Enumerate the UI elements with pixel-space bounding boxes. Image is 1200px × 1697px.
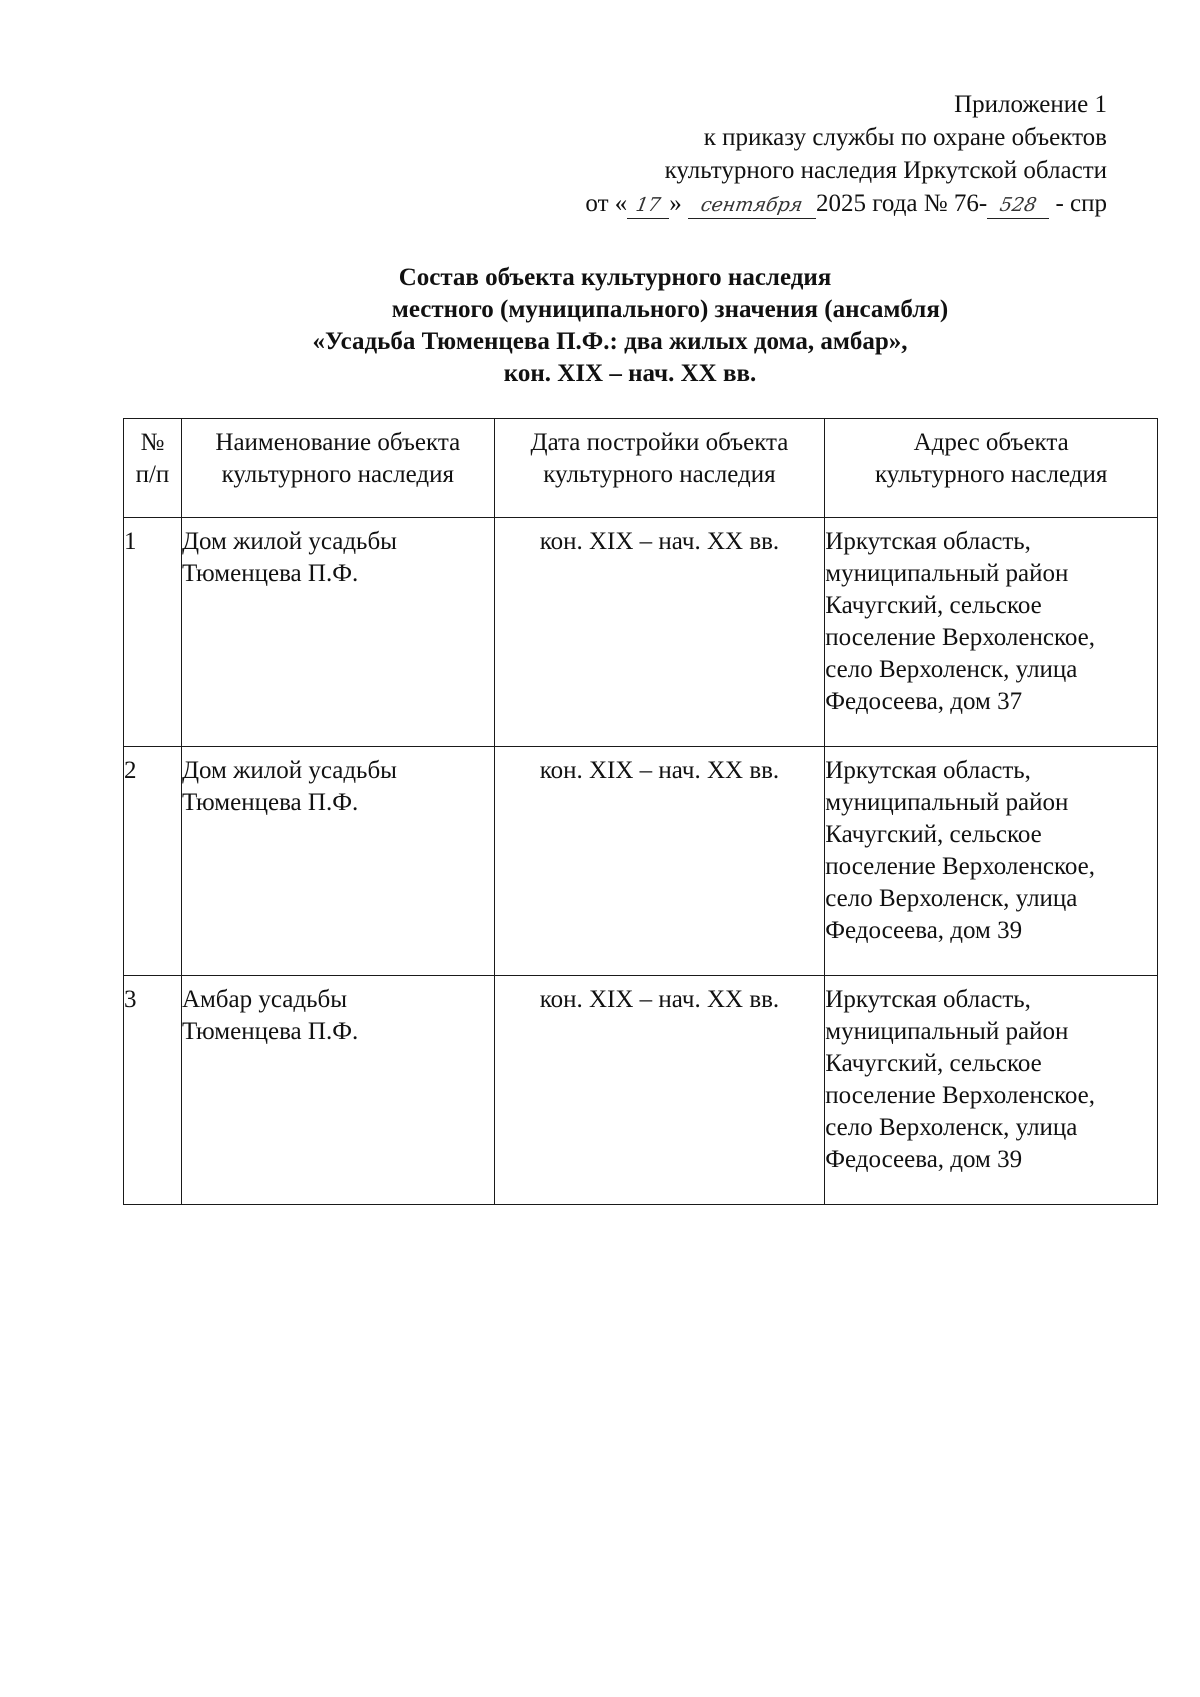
- handwritten-day: 17: [627, 189, 669, 222]
- appendix-header: [585, 88, 1107, 222]
- date-prefix: от «: [585, 190, 628, 217]
- handwritten-month: сентября: [688, 189, 816, 222]
- title-line-3: «Усадьба Тюменцева П.Ф.: два жилых дома, амбар»,: [312, 328, 908, 355]
- cell-address: Иркутская область, муниципальный район Качугский, сельское поселение Верхоленское, село Верхоленск, улица Федосеева, дом 39: [825, 976, 1158, 1205]
- header-construction-date: Дата постройки объекта культурного наследия: [494, 419, 825, 518]
- cell-number: 3: [124, 976, 182, 1205]
- cell-object-name: Амбар усадьбы Тюменцева П.Ф.: [181, 976, 494, 1205]
- document-title: [0, 262, 1200, 390]
- header-number: № п/п: [124, 419, 182, 518]
- cell-construction-date: кон. XIX – нач. XX вв.: [494, 518, 825, 747]
- appendix-label: Приложение 1: [954, 91, 1107, 118]
- cell-number: 2: [124, 747, 182, 976]
- heritage-objects-table: [123, 418, 1158, 1205]
- cell-object-name: Дом жилой усадьбы Тюменцева П.Ф.: [181, 747, 494, 976]
- handwritten-order-number: 528: [987, 189, 1049, 222]
- title-line-2: местного (муниципального) значения (ансамбля): [391, 296, 949, 323]
- header-address: Адрес объекта культурного наследия: [825, 419, 1158, 518]
- table-row: [124, 976, 1158, 1205]
- issuing-authority: культурного наследия Иркутской области: [664, 157, 1107, 184]
- header-object-name: Наименование объекта культурного наследия: [181, 419, 494, 518]
- cell-number: 1: [124, 518, 182, 747]
- cell-construction-date: кон. XIX – нач. XX вв.: [494, 747, 825, 976]
- order-reference: к приказу службы по охране объектов: [703, 124, 1107, 151]
- table-header-row: [124, 419, 1158, 518]
- cell-object-name: Дом жилой усадьбы Тюменцева П.Ф.: [181, 518, 494, 747]
- cell-construction-date: кон. XIX – нач. XX вв.: [494, 976, 825, 1205]
- cell-address: Иркутская область, муниципальный район Качугский, сельское поселение Верхоленское, село Верхоленск, улица Федосеева, дом 39: [825, 747, 1158, 976]
- table-row: [124, 747, 1158, 976]
- quote-close: »: [669, 190, 682, 217]
- title-line-1: Состав объекта культурного наследия: [398, 264, 832, 291]
- table-row: [124, 518, 1158, 747]
- number-suffix: - спр: [1049, 190, 1107, 217]
- order-date-number: [585, 187, 1107, 222]
- cell-address: Иркутская область, муниципальный район Качугский, сельское поселение Верхоленское, село Верхоленск, улица Федосеева, дом 37: [825, 518, 1158, 747]
- year-and-number-label: 2025 года № 76-: [816, 190, 988, 217]
- title-line-4: кон. XIX – нач. XX вв.: [503, 360, 757, 387]
